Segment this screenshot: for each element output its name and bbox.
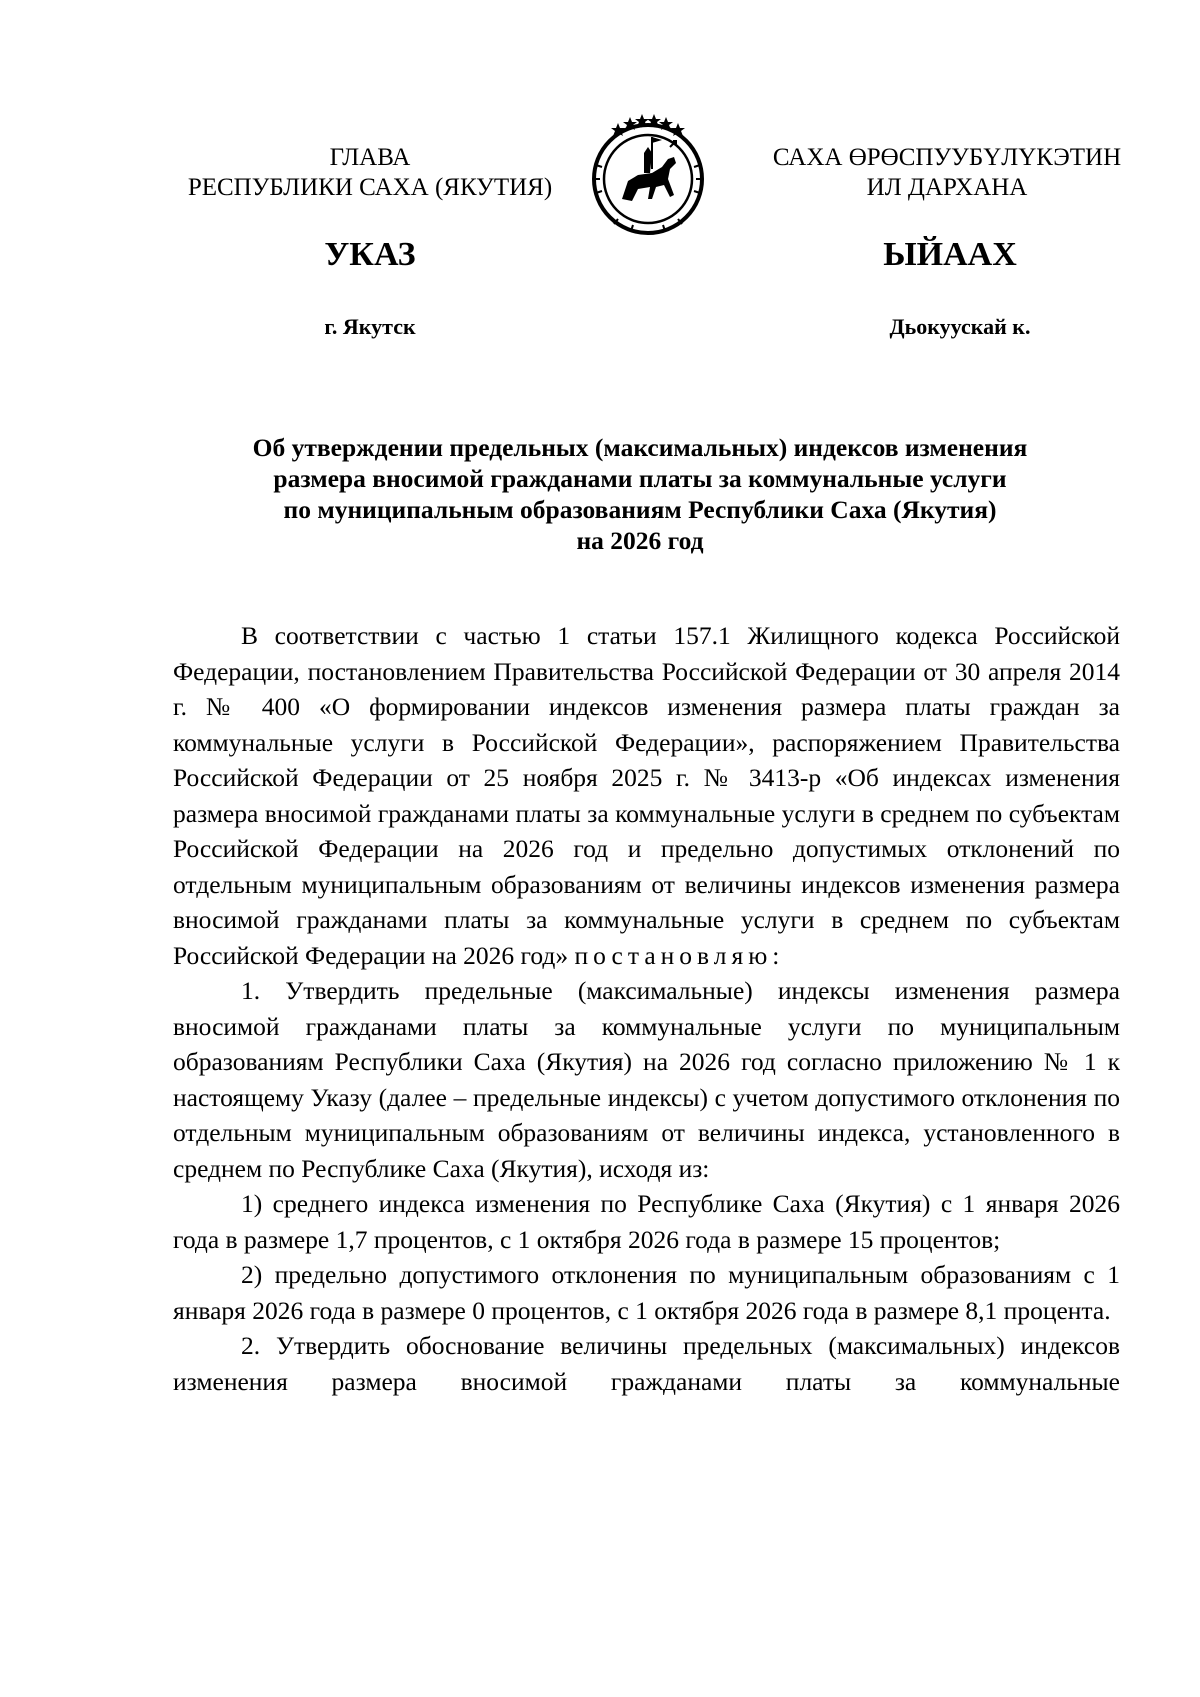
preamble-text: В соответствии с частью 1 статьи 157.1 Жилищного кодекса Российской Федерации, постановлением Правительства Российской Федерации от 30 апреля 2014 г. № 400 «О формировании индексов изменения размера платы граждан за коммунальные услуги в Российской Федерации», распоряжением Правительства Российской Федерации от 25 ноября 2025 г. № 3413-р «Об индексах изменения размера вносимой гражданами платы за коммунальные услуги в среднем по субъектам Российской Федерации на 2026 год и предельно допустимых отклонений по отдельным муниципальным образованиям от величины индексов изменения размера вносимой гражданами платы за коммунальные услуги в среднем по субъектам Российской Федерации на 2026 год» (173, 621, 1120, 970)
title-line-4: на 2026 год (576, 526, 704, 555)
decree-heading-ru: УКАЗ (324, 236, 416, 273)
title-line-3: по муниципальным образованиям Республики Саха (Якутия) (283, 495, 997, 524)
paragraph-item-2: 2. Утвердить обоснование величины предельных (максимальных) индексов изменения размера вносимой гражданами платы за коммунальные (173, 1331, 1120, 1396)
decree-heading-sah: ЫЙААХ (883, 236, 1017, 273)
emblem (578, 107, 718, 237)
issuer-republic-sah: ИЛ ДАРХАНА (866, 174, 1028, 201)
resolution-word: постановляю: (574, 940, 785, 970)
paragraph-item-1: 1. Утвердить предельные (максимальные) индексы изменения размера вносимой гражданами платы за коммунальные услуги по муниципальным образованиям Республики Саха (Якутия) на 2026 год согласно приложению № 1 к настоящему Указу (далее – предельные индексы) с учетом допустимого отклонения по отдельным муниципальным образованиям от величины индекса, установленного в среднем по Республике Саха (Якутия), исходя из: (173, 976, 1120, 1183)
document-body (173, 618, 1120, 1399)
header-left (160, 143, 580, 203)
issuer-republic-ru: РЕСПУБЛИКИ САХА (ЯКУТИЯ) (187, 174, 553, 201)
issuer-title-sah: САХА ӨРӨСПУУБҮЛҮКЭТИН (772, 144, 1122, 171)
title-line-1: Об утверждении предельных (максимальных) индексов изменения (252, 433, 1028, 462)
title-line-2: размера вносимой гражданами платы за коммунальные услуги (273, 464, 1007, 493)
paragraph-subitem-2: 2) предельно допустимого отклонения по муниципальным образованиям с 1 января 2026 года в размере 0 процентов, с 1 октября 2026 года в размере 8,1 процента. (173, 1260, 1120, 1325)
city-ru: г. Якутск (324, 314, 416, 339)
city-sah: Дьокуускай к. (889, 314, 1031, 339)
paragraph-preamble (173, 618, 1120, 973)
sakha-emblem-icon (578, 107, 718, 237)
header-right (752, 143, 1142, 203)
issuer-title-ru: ГЛАВА (329, 144, 411, 171)
document-title (160, 432, 1120, 556)
paragraph-subitem-1: 1) среднего индекса изменения по Республике Саха (Якутия) с 1 января 2026 года в размере 1,7 процентов, с 1 октября 2026 года в размере 15 процентов; (173, 1189, 1120, 1254)
